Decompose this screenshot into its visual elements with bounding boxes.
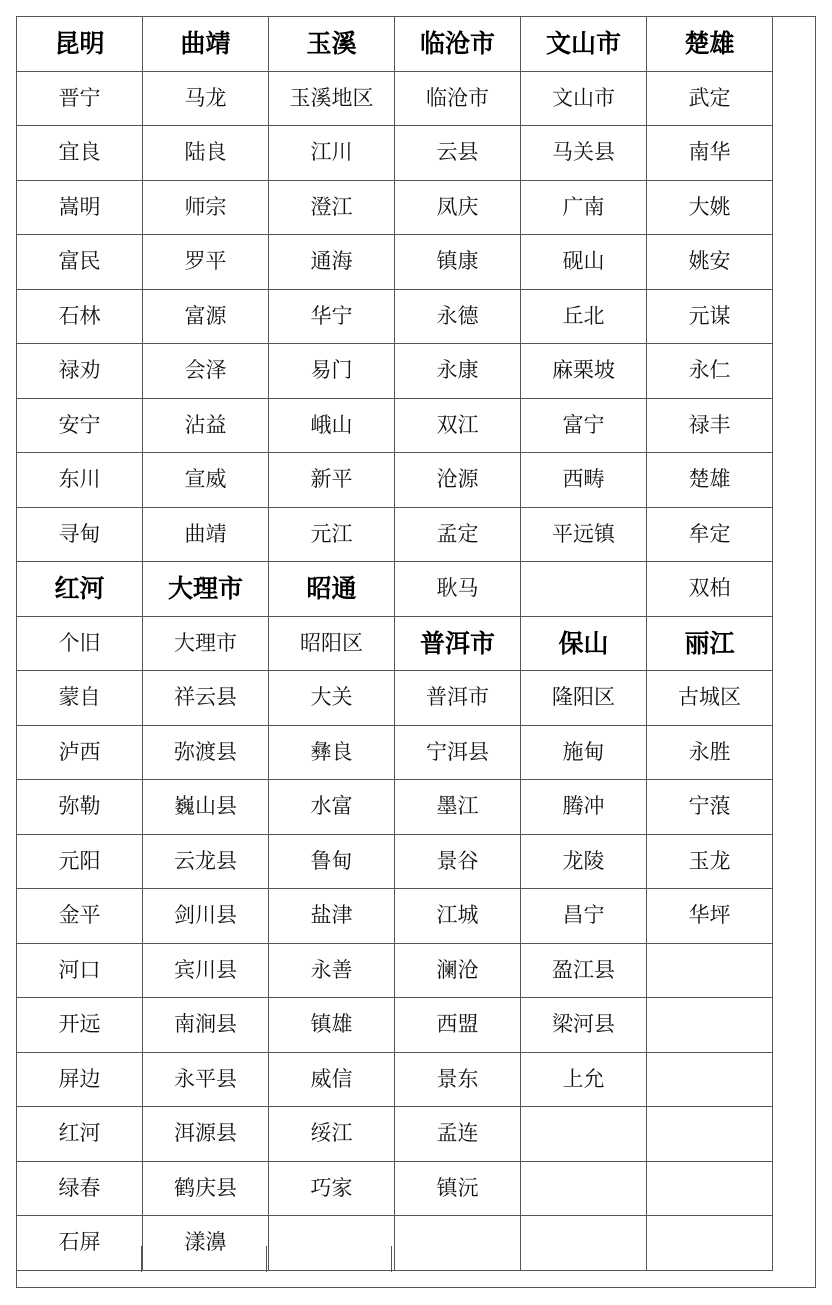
county-cell: 弥勒 <box>17 780 143 835</box>
region-header-cell: 昭通 <box>269 562 395 617</box>
county-cell: 洱源县 <box>143 1107 269 1162</box>
table-row <box>17 507 773 562</box>
county-cell: 龙陵 <box>521 834 647 889</box>
table-tail-line <box>391 1246 392 1272</box>
county-cell: 双江 <box>395 398 521 453</box>
county-cell: 马龙 <box>143 71 269 126</box>
table-row <box>17 998 773 1053</box>
county-cell: 南涧县 <box>143 998 269 1053</box>
region-header-cell: 玉溪 <box>269 17 395 72</box>
region-header-cell: 昆明 <box>17 17 143 72</box>
county-cell: 弥渡县 <box>143 725 269 780</box>
county-cell: 武定 <box>647 71 773 126</box>
table-row <box>17 235 773 290</box>
county-cell: 个旧 <box>17 616 143 671</box>
county-cell: 盐津 <box>269 889 395 944</box>
county-cell: 易门 <box>269 344 395 399</box>
region-table-body <box>17 17 773 1271</box>
county-cell: 沧源 <box>395 453 521 508</box>
county-cell: 楚雄 <box>647 453 773 508</box>
county-cell: 昭阳区 <box>269 616 395 671</box>
county-cell: 富宁 <box>521 398 647 453</box>
table-tail-line <box>141 1246 142 1272</box>
county-cell: 禄丰 <box>647 398 773 453</box>
county-cell: 罗平 <box>143 235 269 290</box>
county-cell: 上允 <box>521 1052 647 1107</box>
county-cell: 剑川县 <box>143 889 269 944</box>
county-cell: 通海 <box>269 235 395 290</box>
region-header-cell: 丽江 <box>647 616 773 671</box>
county-cell: 大理市 <box>143 616 269 671</box>
county-cell: 开远 <box>17 998 143 1053</box>
county-cell <box>647 998 773 1053</box>
county-cell: 安宁 <box>17 398 143 453</box>
county-cell: 澄江 <box>269 180 395 235</box>
county-cell: 寻甸 <box>17 507 143 562</box>
county-cell: 牟定 <box>647 507 773 562</box>
county-cell: 会泽 <box>143 344 269 399</box>
county-cell: 宁洱县 <box>395 725 521 780</box>
county-cell <box>647 1216 773 1271</box>
county-cell: 镇康 <box>395 235 521 290</box>
county-cell: 祥云县 <box>143 671 269 726</box>
county-cell: 施甸 <box>521 725 647 780</box>
table-row <box>17 1107 773 1162</box>
county-cell: 东川 <box>17 453 143 508</box>
table-row <box>17 344 773 399</box>
region-header-cell: 临沧市 <box>395 17 521 72</box>
county-cell: 师宗 <box>143 180 269 235</box>
county-cell: 西畴 <box>521 453 647 508</box>
county-cell: 古城区 <box>647 671 773 726</box>
county-cell: 永仁 <box>647 344 773 399</box>
county-cell: 临沧市 <box>395 71 521 126</box>
county-cell: 元谋 <box>647 289 773 344</box>
county-cell: 隆阳区 <box>521 671 647 726</box>
region-header-cell: 文山市 <box>521 17 647 72</box>
county-cell: 平远镇 <box>521 507 647 562</box>
county-cell: 双柏 <box>647 562 773 617</box>
county-cell: 永胜 <box>647 725 773 780</box>
table-row <box>17 725 773 780</box>
county-cell: 镇雄 <box>269 998 395 1053</box>
county-cell: 彝良 <box>269 725 395 780</box>
county-cell <box>521 1161 647 1216</box>
county-cell: 华坪 <box>647 889 773 944</box>
county-cell: 蒙自 <box>17 671 143 726</box>
county-cell: 永善 <box>269 943 395 998</box>
county-cell: 石屏 <box>17 1216 143 1271</box>
county-cell <box>647 1052 773 1107</box>
table-row <box>17 398 773 453</box>
table-row <box>17 562 773 617</box>
county-cell: 晋宁 <box>17 71 143 126</box>
county-cell: 禄劝 <box>17 344 143 399</box>
county-cell: 华宁 <box>269 289 395 344</box>
county-cell: 嵩明 <box>17 180 143 235</box>
table-row <box>17 180 773 235</box>
county-cell: 富源 <box>143 289 269 344</box>
county-cell <box>647 943 773 998</box>
county-cell: 石林 <box>17 289 143 344</box>
table-row <box>17 671 773 726</box>
region-header-cell: 红河 <box>17 562 143 617</box>
county-cell: 水富 <box>269 780 395 835</box>
table-tail-line <box>266 1246 267 1272</box>
county-cell: 西盟 <box>395 998 521 1053</box>
county-cell <box>647 1161 773 1216</box>
county-cell: 漾濞 <box>143 1216 269 1271</box>
county-cell: 峨山 <box>269 398 395 453</box>
table-row <box>17 71 773 126</box>
county-cell: 广南 <box>521 180 647 235</box>
county-cell: 沾益 <box>143 398 269 453</box>
county-cell <box>521 1216 647 1271</box>
county-cell: 宾川县 <box>143 943 269 998</box>
county-cell <box>521 1107 647 1162</box>
county-cell: 永康 <box>395 344 521 399</box>
county-cell: 孟连 <box>395 1107 521 1162</box>
table-row <box>17 834 773 889</box>
table-row <box>17 780 773 835</box>
county-cell: 昌宁 <box>521 889 647 944</box>
table-row <box>17 1052 773 1107</box>
county-cell: 威信 <box>269 1052 395 1107</box>
county-cell: 墨江 <box>395 780 521 835</box>
county-cell: 宣威 <box>143 453 269 508</box>
county-cell: 景东 <box>395 1052 521 1107</box>
county-cell: 巍山县 <box>143 780 269 835</box>
county-cell: 元江 <box>269 507 395 562</box>
county-cell: 新平 <box>269 453 395 508</box>
county-cell: 南华 <box>647 126 773 181</box>
county-cell: 盈江县 <box>521 943 647 998</box>
county-cell: 红河 <box>17 1107 143 1162</box>
county-cell: 宁蒗 <box>647 780 773 835</box>
table-row <box>17 126 773 181</box>
county-cell: 陆良 <box>143 126 269 181</box>
region-header-cell: 曲靖 <box>143 17 269 72</box>
region-header-cell: 楚雄 <box>647 17 773 72</box>
county-cell: 大姚 <box>647 180 773 235</box>
county-cell: 巧家 <box>269 1161 395 1216</box>
county-cell: 富民 <box>17 235 143 290</box>
table-row <box>17 1161 773 1216</box>
county-cell: 凤庆 <box>395 180 521 235</box>
table-row <box>17 453 773 508</box>
county-cell: 马关县 <box>521 126 647 181</box>
county-cell: 屏边 <box>17 1052 143 1107</box>
county-cell: 绥江 <box>269 1107 395 1162</box>
table-row <box>17 889 773 944</box>
county-cell: 文山市 <box>521 71 647 126</box>
county-cell: 绿春 <box>17 1161 143 1216</box>
county-cell: 鲁甸 <box>269 834 395 889</box>
table-row <box>17 616 773 671</box>
county-cell: 鹤庆县 <box>143 1161 269 1216</box>
county-cell: 宜良 <box>17 126 143 181</box>
table-row <box>17 17 773 72</box>
county-cell: 腾冲 <box>521 780 647 835</box>
county-cell: 孟定 <box>395 507 521 562</box>
county-cell: 镇沅 <box>395 1161 521 1216</box>
county-cell: 元阳 <box>17 834 143 889</box>
table-row <box>17 289 773 344</box>
county-cell: 麻栗坡 <box>521 344 647 399</box>
county-cell: 普洱市 <box>395 671 521 726</box>
county-cell: 丘北 <box>521 289 647 344</box>
region-header-cell: 保山 <box>521 616 647 671</box>
county-cell: 砚山 <box>521 235 647 290</box>
table-row <box>17 1216 773 1271</box>
county-cell: 江城 <box>395 889 521 944</box>
county-cell: 澜沧 <box>395 943 521 998</box>
region-table <box>16 16 773 1271</box>
county-cell: 景谷 <box>395 834 521 889</box>
table-row <box>17 943 773 998</box>
county-cell: 玉溪地区 <box>269 71 395 126</box>
region-header-cell: 普洱市 <box>395 616 521 671</box>
county-cell <box>647 1107 773 1162</box>
county-cell: 永平县 <box>143 1052 269 1107</box>
county-cell: 大关 <box>269 671 395 726</box>
county-cell: 河口 <box>17 943 143 998</box>
county-cell: 江川 <box>269 126 395 181</box>
county-cell: 玉龙 <box>647 834 773 889</box>
county-cell: 曲靖 <box>143 507 269 562</box>
county-cell: 金平 <box>17 889 143 944</box>
county-cell: 泸西 <box>17 725 143 780</box>
county-cell: 云县 <box>395 126 521 181</box>
region-header-cell: 大理市 <box>143 562 269 617</box>
county-cell: 姚安 <box>647 235 773 290</box>
county-cell <box>395 1216 521 1271</box>
county-cell: 耿马 <box>395 562 521 617</box>
county-cell: 云龙县 <box>143 834 269 889</box>
county-cell <box>521 562 647 617</box>
county-cell: 梁河县 <box>521 998 647 1053</box>
county-cell: 永德 <box>395 289 521 344</box>
county-cell <box>269 1216 395 1271</box>
